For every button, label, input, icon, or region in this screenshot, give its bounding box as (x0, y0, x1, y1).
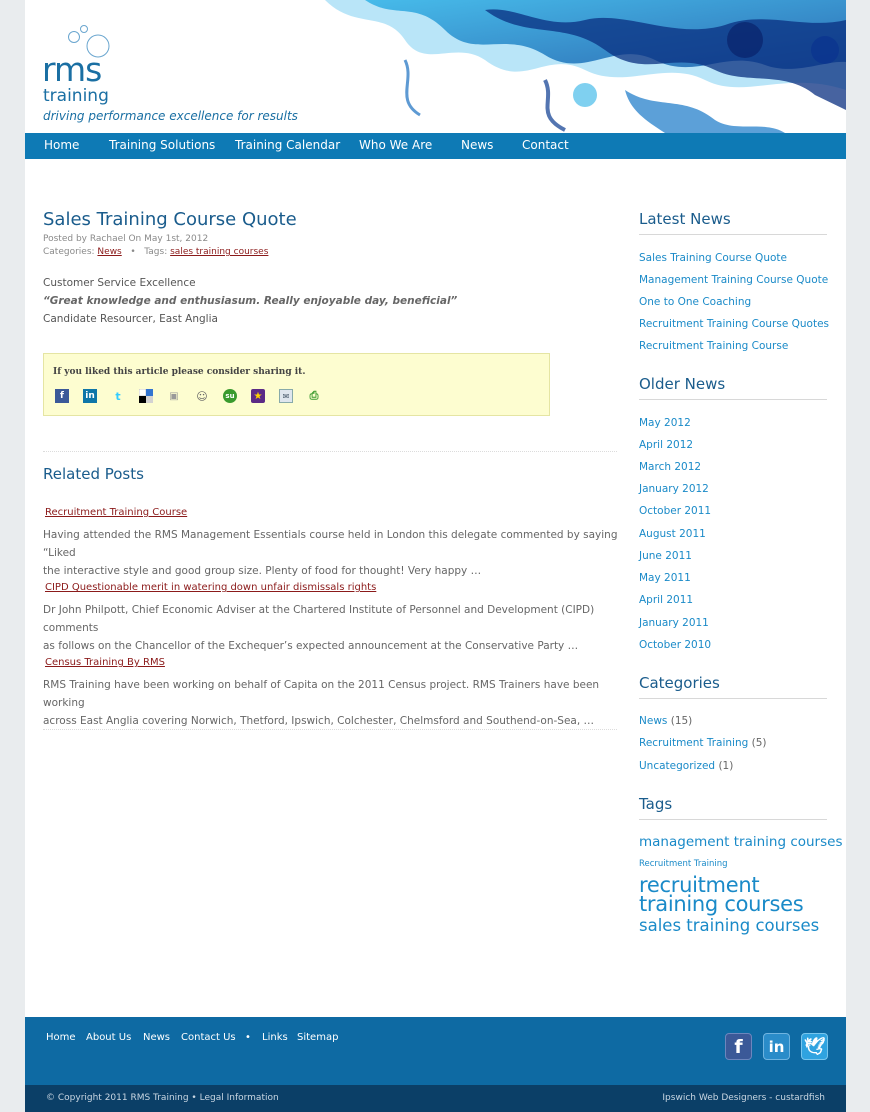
stumbleupon-icon[interactable]: su (223, 389, 237, 403)
latest-news-item[interactable]: Recruitment Training Course Quotes (639, 318, 830, 330)
bottom-bar (25, 1085, 846, 1112)
facebook-icon[interactable]: f (55, 389, 69, 403)
divider (43, 451, 617, 452)
nav-contact[interactable]: Contact (522, 138, 569, 152)
linkedin-icon[interactable]: in (763, 1033, 790, 1060)
post-title[interactable]: Sales Training Course Quote (43, 209, 297, 230)
tags-title: Tags (639, 795, 673, 813)
nav-training-solutions[interactable]: Training Solutions (109, 138, 216, 152)
footer-link-news[interactable]: News (143, 1032, 171, 1043)
related-post-excerpt (43, 601, 618, 655)
footer-link-about-us[interactable]: About Us (86, 1032, 132, 1043)
logo-training[interactable]: training (43, 86, 109, 106)
digg-icon[interactable]: ▣ (169, 390, 179, 402)
page-container (25, 0, 846, 1112)
excerpt-line: RMS Training have been working on behalf of Capita on the 2011 Census project. RMS Trainers have been working (43, 679, 600, 709)
excerpt-line: Having attended the RMS Management Essentials course held in London this delegate commented by saying “Liked (43, 529, 618, 559)
related-post-link[interactable]: CIPD Questionable merit in watering down unfair dismissals rights (45, 582, 377, 593)
twitter-icon[interactable]: t (115, 389, 121, 403)
tag-link[interactable]: training courses (639, 892, 804, 916)
footer-link-sitemap[interactable]: Sitemap (297, 1032, 339, 1043)
related-post-excerpt (43, 676, 618, 730)
related-post-excerpt (43, 526, 618, 580)
footer-link-links[interactable]: Links (262, 1032, 288, 1043)
nav-training-calendar[interactable]: Training Calendar (235, 138, 341, 152)
latest-news-title: Latest News (639, 210, 731, 228)
tag-link[interactable]: management training courses (639, 834, 843, 850)
category-link-news[interactable]: News (97, 247, 122, 257)
latest-news-item[interactable]: Recruitment Training Course (639, 340, 789, 352)
copyright-text[interactable]: © Copyright 2011 RMS Training • Legal Information (46, 1093, 279, 1103)
linkedin-icon[interactable]: in (83, 389, 97, 403)
archive-item[interactable]: January 2012 (639, 483, 709, 495)
category-item (639, 737, 767, 750)
nav-news[interactable]: News (461, 138, 494, 152)
archive-item[interactable]: April 2011 (639, 594, 694, 606)
category-count: (1) (718, 760, 734, 772)
footer-link-contact-us[interactable]: Contact Us (181, 1032, 236, 1043)
category-link[interactable]: Recruitment Training (639, 737, 749, 749)
category-item (639, 760, 733, 773)
facebook-icon[interactable]: f (725, 1033, 752, 1060)
related-posts-title: Related Posts (43, 465, 144, 483)
footer-separator: • (245, 1032, 251, 1043)
archive-item[interactable]: May 2011 (639, 572, 691, 584)
tag-link-sales-training-courses[interactable]: sales training courses (170, 247, 269, 257)
print-icon[interactable]: ⎙ (309, 389, 319, 402)
archive-item[interactable]: October 2010 (639, 639, 712, 651)
category-link[interactable]: Uncategorized (639, 760, 716, 772)
category-link[interactable]: News (639, 715, 668, 727)
post-line-3: Candidate Resourcer, East Anglia (43, 313, 218, 325)
twitter-icon[interactable]: 🕊 (801, 1033, 828, 1060)
related-post-link[interactable]: Census Training By RMS (45, 657, 165, 668)
archive-item[interactable]: May 2012 (639, 417, 691, 429)
archive-item[interactable]: June 2011 (639, 550, 692, 562)
latest-news-item[interactable]: Sales Training Course Quote (639, 252, 787, 264)
tag-link[interactable]: sales training courses (639, 916, 820, 935)
footer (25, 1017, 846, 1085)
reddit-icon[interactable]: ☺ (196, 389, 208, 403)
category-count: (15) (670, 715, 693, 727)
share-box (43, 353, 550, 416)
sidebar-rule (639, 698, 827, 699)
nav-home[interactable]: Home (44, 138, 80, 152)
excerpt-line: Dr John Philpott, Chief Economic Adviser at the Chartered Institute of Personnel and Development (CIPD) comments (43, 604, 595, 634)
logo-tagline: driving performance excellence for results (43, 109, 298, 123)
nav-who-we-are[interactable]: Who We Are (359, 138, 433, 152)
excerpt-line: as follows on the Chancellor of the Exchequer’s expected announcement at the Conservative Party … (43, 640, 579, 652)
post-taxonomy (43, 247, 268, 258)
header-banner (25, 0, 846, 133)
sidebar-rule (639, 399, 827, 400)
categories-title: Categories (639, 674, 720, 692)
logo-rms[interactable]: rms (42, 50, 102, 89)
archive-item[interactable]: January 2011 (639, 617, 709, 629)
sidebar-rule (639, 234, 827, 235)
archive-item[interactable]: August 2011 (639, 528, 706, 540)
share-label: If you liked this article please consider sharing it. (53, 367, 306, 377)
category-count: (5) (751, 737, 767, 749)
latest-news-item[interactable]: Management Training Course Quote (639, 274, 829, 286)
archive-item[interactable]: October 2011 (639, 505, 712, 517)
credit-text[interactable]: Ipswich Web Designers - custardfish (662, 1093, 825, 1103)
older-news-title: Older News (639, 375, 726, 393)
email-icon[interactable]: ✉ (279, 389, 293, 403)
main-nav (25, 133, 846, 159)
archive-item[interactable]: April 2012 (639, 439, 694, 451)
excerpt-line: across East Anglia covering Norwich, Thetford, Ipswich, Colchester, Chelmsford and Southend-on-Sea, … (43, 715, 595, 727)
post-byline: Posted by Rachael On May 1st, 2012 (43, 234, 209, 244)
latest-news-item[interactable]: One to One Coaching (639, 296, 752, 308)
favorites-icon[interactable]: ★ (251, 389, 265, 403)
divider (43, 729, 617, 730)
tag-link[interactable]: Recruitment Training (639, 859, 728, 869)
footer-link-home[interactable]: Home (46, 1032, 76, 1043)
tags-label: Tags: (144, 247, 168, 257)
related-post-link[interactable]: Recruitment Training Course (45, 507, 188, 518)
meta-separator: • (124, 247, 142, 257)
sidebar-rule (639, 819, 827, 820)
post-line-1: Customer Service Excellence (43, 277, 196, 289)
post-quote: “Great knowledge and enthusiasum. Really enjoyable day, beneficial” (43, 295, 458, 307)
category-item (639, 715, 692, 728)
archive-item[interactable]: March 2012 (639, 461, 702, 473)
delicious-icon[interactable] (139, 389, 153, 403)
excerpt-line: the interactive style and good group size. Plenty of food for thought! Very happy … (43, 565, 482, 577)
categories-label: Categories: (43, 247, 95, 257)
tag-link[interactable]: recruitment (639, 873, 760, 897)
